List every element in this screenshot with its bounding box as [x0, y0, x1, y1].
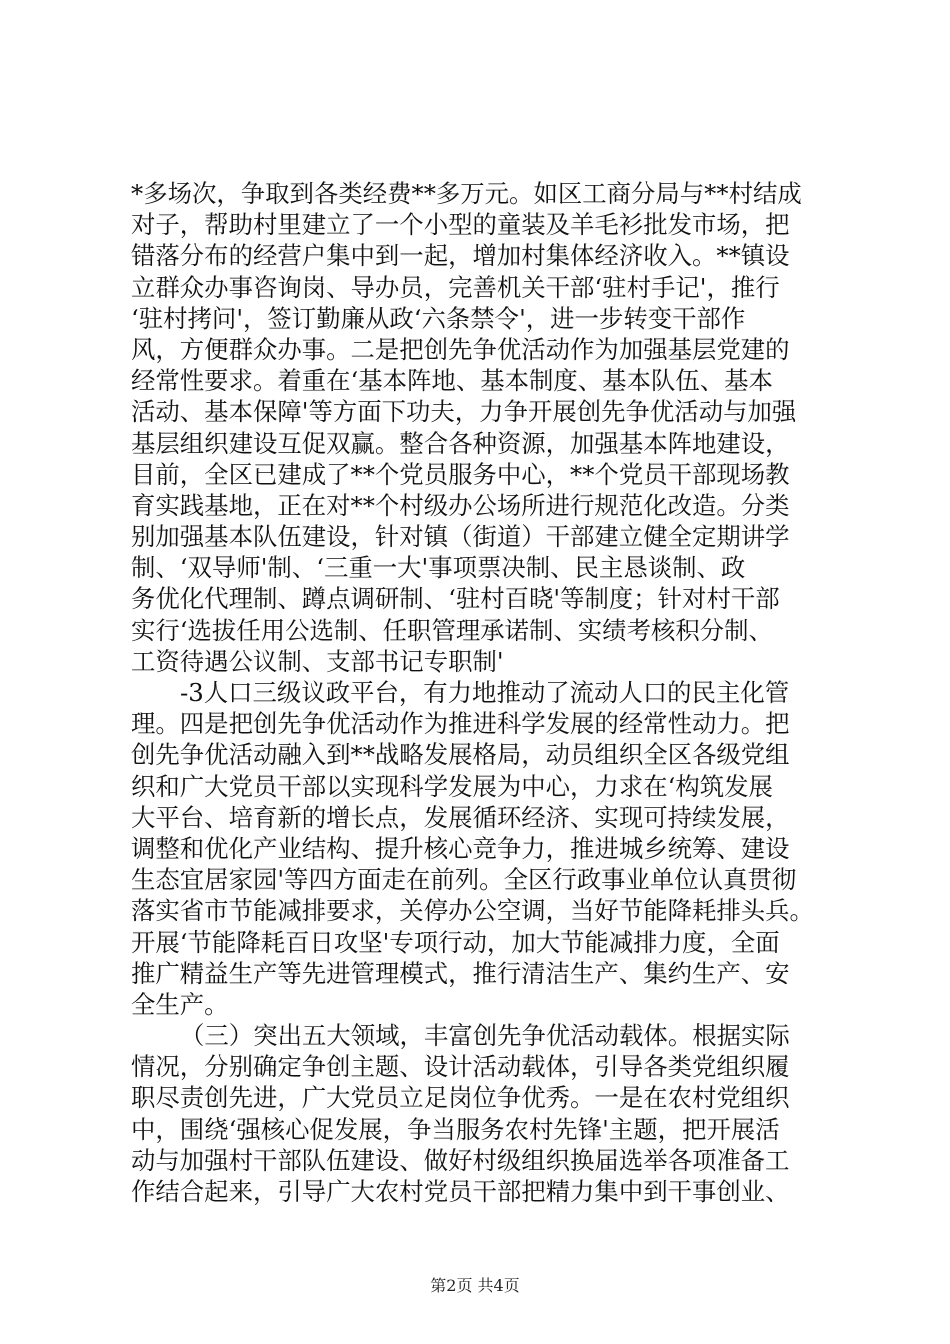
text-line: 落实省市节能减排要求，关停办公空调，当好节能降耗排头兵。 [131, 896, 814, 926]
text-line: 目前，全区已建成了**个党员服务中心，**个党员干部现场教 [131, 459, 790, 489]
text-line: 别加强基本队伍建设，针对镇（街道）干部建立健全定期讲学 [131, 522, 790, 552]
text-line: 立群众办事咨询岗、导办员，完善机关干部‘驻村手记'，推行 [131, 272, 780, 302]
text-line: 推广精益生产等先进管理模式，推行清洁生产、集约生产、安 [131, 958, 790, 988]
text-line: 开展‘节能降耗百日攻坚'专项行动，加大节能减排力度，全面 [131, 927, 780, 957]
text-line: 调整和优化产业结构、提升核心竞争力，推进城乡统筹、建设 [131, 833, 790, 863]
body-text [131, 178, 831, 1207]
text-line: ‘驻村拷问'，签订勤廉从政‘六条禁令'，进一步转变干部作 [131, 303, 746, 333]
text-line: 职尽责创先进，广大党员立足岗位争优秀。一是在农村党组织 [131, 1083, 790, 1113]
text-line: 务优化代理制、蹲点调研制、‘驻村百晓'等制度；针对村干部 [131, 584, 780, 614]
text-line: 错落分布的经营户集中到一起，增加村集体经济收入。**镇设 [131, 241, 790, 271]
page-number-footer: 第2页 共4页 [430, 1276, 520, 1295]
text-line: 工资待遇公议制、支部书记专职制' [131, 646, 504, 676]
text-line: 全生产。 [131, 989, 229, 1019]
text-line: 制、‘双导师'制、‘三重一大'事项票决制、民主恳谈制、政 [131, 553, 746, 583]
text-line: 生态宜居家园'等四方面走在前列。全区行政事业单位认真贯彻 [131, 865, 797, 895]
text-line: （三）突出五大领域，丰富创先争优活动载体。根据实际 [180, 1021, 790, 1051]
text-line: 育实践基地，正在对**个村级办公场所进行规范化改造。分类 [131, 490, 790, 520]
text-line: 经常性要求。着重在‘基本阵地、基本制度、基本队伍、基本 [131, 366, 773, 396]
text-line: 作结合起来，引导广大农村党员干部把精力集中到干事创业、 [131, 1177, 790, 1206]
text-line: *多场次，争取到各类经费**多万元。如区工商分局与**村结成 [131, 179, 802, 208]
text-line: -3人口三级议政平台，有力地推动了流动人口的民主化管 [180, 678, 790, 707]
text-line: 理。四是把创先争优活动作为推进科学发展的经常性动力。把 [131, 709, 790, 739]
text-line: 情况，分别确定争创主题、设计活动载体，引导各类党组织履 [131, 1052, 790, 1082]
text-line: 实行‘选拔任用公选制、任职管理承诺制、实绩考核积分制、 [131, 615, 773, 645]
text-line: 基层组织建设互促双赢。整合各种资源，加强基本阵地建设， [131, 428, 790, 458]
text-line: 织和广大党员干部以实现科学发展为中心，力求在‘构筑发展 [131, 771, 773, 801]
text-line: 活动、基本保障'等方面下功夫，力争开展创先争优活动与加强 [131, 397, 797, 427]
text-line: 大平台、培育新的增长点，发展循环经济、实现可持续发展， [131, 802, 790, 832]
text-line: 风，方便群众办事。二是把创先争优活动作为加强基层党建的 [131, 334, 790, 364]
text-line: 创先争优活动融入到**战略发展格局，动员组织全区各级党组 [131, 740, 790, 770]
text-line: 中，围绕‘强核心促发展，争当服务农村先锋'主题，把开展活 [131, 1114, 780, 1144]
text-line: 对子，帮助村里建立了一个小型的童装及羊毛衫批发市场，把 [131, 210, 790, 240]
text-line: 动与加强村干部队伍建设、做好村级组织换届选举各项准备工 [131, 1145, 790, 1175]
